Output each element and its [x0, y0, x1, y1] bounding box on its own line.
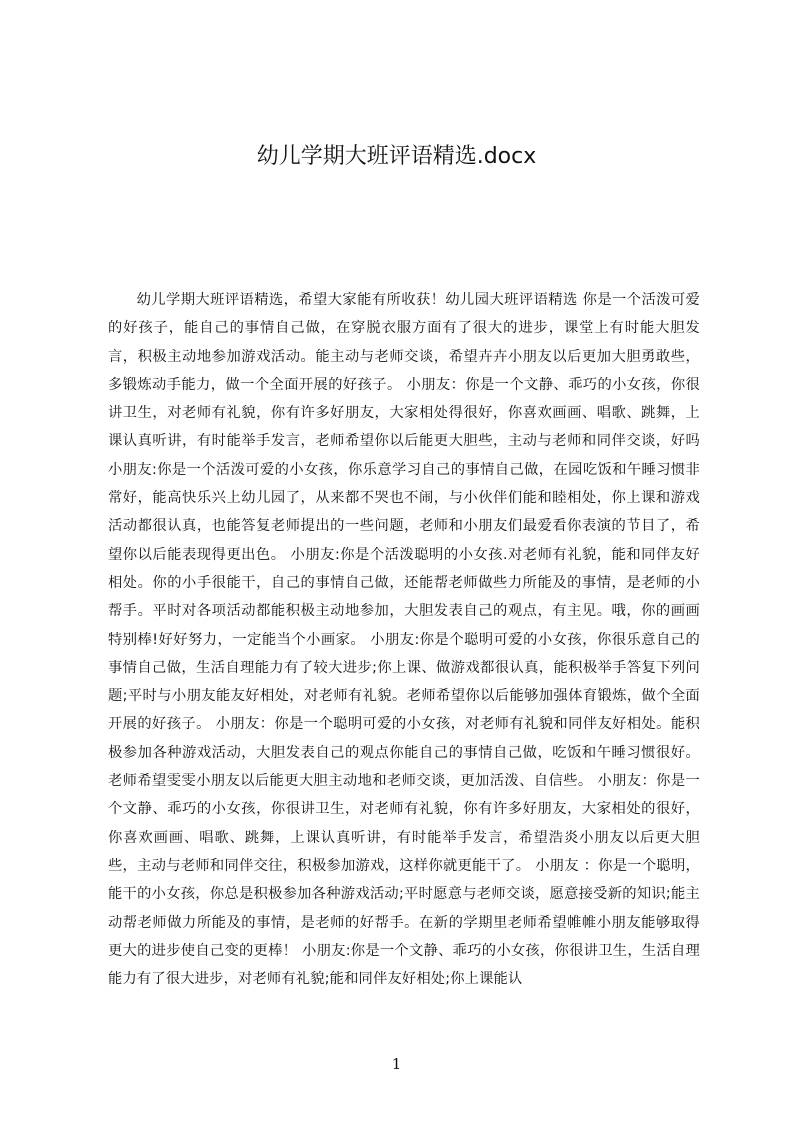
- page-number: 1: [391, 1055, 402, 1073]
- document-title: 幼儿学期大班评语精选.docx: [256, 144, 537, 169]
- document-body-paragraph: 幼儿学期大班评语精选，希望大家能有所收获！幼儿园大班评语精选 你是一个活泼可爱的好孩子，能自己的事情自己做，在穿脱衣服方面有了很大的进步，课堂上有时能大胆发言，积极主动地参加游戏活动。能主动与老师交谈，希望卉卉小朋友以后更加大胆勇敢些，多锻炼动手能力，做一个全面开展的好孩子。 小朋友：你是一个文静、乖巧的小女孩，你很讲卫生，对老师有礼貌，你有许多好朋友，大家相处得很好，你喜欢画画、唱歌、跳舞，上课认真听讲，有时能举手发言，老师希望你以后能更大胆些，主动与老师和同伴交谈，好吗 小朋友:你是一个活泼可爱的小女孩，你乐意学习自己的事情自己做，在园吃饭和午睡习惯非常好，能高快乐兴上幼儿园了，从来都不哭也不闹，与小伙伴们能和睦相处，你上课和游戏活动都很认真，也能答复老师提出的一些问题，老师和小朋友们最爱看你表演的节目了，希望你以后能表现得更出色。 小朋友:你是个活泼聪明的小女孩.对老师有礼貌，能和同伴友好相处。你的小手很能干，自己的事情自己做，还能帮老师做些力所能及的事情，是老师的小帮手。平时对各项活动都能积极主动地参加，大胆发表自己的观点，有主见。哦，你的画画特别棒!好好努力，一定能当个小画家。 小朋友:你是个聪明可爱的小女孩，你很乐意自己的事情自己做，生活自理能力有了较大进步;你上课、做游戏都很认真，能积极举手答复下列问题;平时与小朋友能友好相处，对老师有礼貌。老师希望你以后能够加强体育锻炼，做个全面开展的好孩子。 小朋友：你是一个聪明可爱的小女孩，对老师有礼貌和同伴友好相处。能积极参加各种游戏活动，大胆发表自己的观点你能自己的事情自己做，吃饭和午睡习惯很好。老师希望雯雯小朋友以后能更大胆主动地和老师交谈，更加活泼、自信些。 小朋友：你是一个文静、乖巧的小女孩，你很讲卫生，对老师有礼貌，你有许多好朋友，大家相处的很好，你喜欢画画、唱歌、跳舞，上课认真听讲，有时能举手发言，希望浩炎小朋友以后更大胆些，主动与老师和同伴交往，积极参加游戏，这样你就更能干了。 小朋友 ：你是一个聪明，能干的小女孩，你总是积极参加各种游戏活动;平时愿意与老师交谈，愿意接受新的知识;能主动帮老师做力所能及的事情，是老师的好帮手。在新的学期里老师希望帷帷小朋友能够取得更大的进步使自己变的更棒！ 小朋友:你是一个文静、乖巧的小女孩，你很讲卫生，生活自理能力有了很大进步，对老师有礼貌;能和同伴友好相处;你上课能认: [108, 292, 700, 988]
